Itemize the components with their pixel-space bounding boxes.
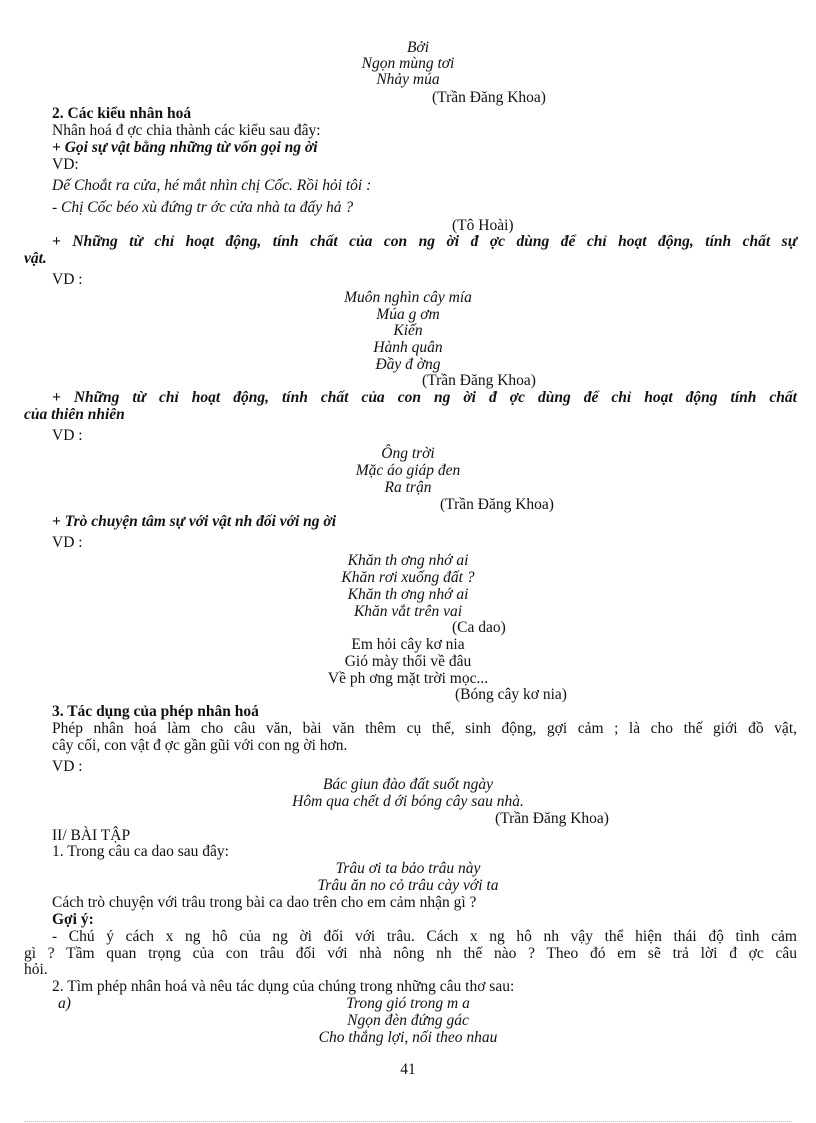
type-heading: + Gọi sự vật bằng những từ vốn gọi ng ời — [52, 139, 318, 156]
attribution: (Trần Đăng Khoa) — [422, 372, 536, 389]
attribution: (Trần Đăng Khoa) — [432, 89, 546, 106]
page-bottom-rule — [24, 1121, 792, 1122]
example-text: Dế Choắt ra cửa, hé mắt nhìn chị Cốc. Rồi hỏi tôi : — [52, 177, 372, 194]
poem-line: Bởi — [406, 39, 430, 56]
attribution: (Tô Hoài) — [452, 217, 514, 234]
type-heading: + Trò chuyện tâm sự với vật nh đối với ng ời — [52, 513, 337, 530]
attribution: (Bóng cây kơ nia) — [455, 686, 567, 703]
page-number: 41 — [400, 1061, 416, 1078]
poem-line: Nhảy múa — [376, 71, 440, 88]
hint-text: - Chú ý cách x ng hô của ng ời đối với trâu. Cách x ng hô nh vậy thể hiện thái độ tình cảm — [52, 928, 797, 945]
poem-line: Trâu ơi ta bảo trâu này — [335, 860, 481, 877]
poem-line: Khăn rơi xuống đất ? — [341, 569, 475, 586]
poem-line: Khăn vắt trên vai — [353, 603, 463, 620]
poem-line: Hành quân — [373, 339, 443, 356]
example-label: VD : — [52, 271, 83, 288]
example-label: VD: — [52, 156, 79, 173]
poem-line: Khăn th ơng nhớ ai — [347, 552, 469, 569]
item-label: a) — [58, 995, 71, 1012]
poem-line: Cho thắng lợi, nối theo nhau — [318, 1029, 498, 1046]
poem-line: Hôm qua chết d ới bóng cây sau nhà. — [292, 793, 524, 810]
poem-line: Trâu ăn no cỏ trâu cày với ta — [317, 877, 499, 894]
exercise-text: Cách trò chuyện với trâu trong bài ca dao trên cho em cảm nhận gì ? — [52, 894, 477, 911]
body-text: Phép nhân hoá làm cho câu văn, bài văn thêm cụ thể, sinh động, gợi cảm ; là cho thế giới đồ vật, — [52, 720, 797, 737]
poem-line: Ngọn đèn đứng gác — [347, 1012, 469, 1029]
poem-line: Em hỏi cây kơ nia — [351, 636, 465, 653]
hint-text: hỏi. — [24, 961, 48, 978]
poem-line: Đầy đ ờng — [375, 356, 441, 373]
attribution: (Ca dao) — [452, 619, 506, 636]
exercise-text: 1. Trong câu ca dao sau đây: — [52, 843, 229, 860]
hint-label: Gợi ý: — [52, 911, 94, 928]
exercise-text: 2. Tìm phép nhân hoá và nêu tác dụng của chúng trong những câu thơ sau: — [52, 978, 515, 995]
poem-line: Gió mày thổi về đâu — [344, 653, 472, 670]
section-heading: 2. Các kiểu nhân hoá — [52, 105, 192, 122]
attribution: (Trần Đăng Khoa) — [495, 810, 609, 827]
type-heading: + Những từ chỉ hoạt động, tính chất của con ng ời đ ợc dùng để chỉ hoạt động, tính chất sự — [52, 233, 797, 250]
poem-line: Múa g ơm — [376, 306, 440, 323]
poem-line: Kiến — [393, 322, 423, 339]
example-text: - Chị Cốc béo xù đứng tr ớc cửa nhà ta đấy hả ? — [52, 199, 354, 216]
example-label: VD : — [52, 534, 83, 551]
section-heading: 3. Tác dụng của phép nhân hoá — [52, 703, 259, 720]
poem-line: Ra trận — [384, 479, 432, 496]
example-label: VD : — [52, 427, 83, 444]
hint-text: gì ? Tầm quan trọng của con trâu đối với nhà nông nh thế nào ? Theo đó em sẽ trả lời đ ợc câu — [24, 945, 797, 962]
body-text: Nhân hoá đ ợc chia thành các kiểu sau đây: — [52, 122, 321, 139]
type-heading: vật. — [24, 250, 47, 267]
poem-line: Mặc áo giáp đen — [355, 462, 461, 479]
poem-line: Ngọn mùng tơi — [361, 55, 455, 72]
poem-line: Trong gió trong m a — [346, 995, 470, 1012]
poem-line: Bác giun đào đất suốt ngày — [322, 776, 494, 793]
poem-line: Khăn th ơng nhớ ai — [347, 586, 469, 603]
poem-line: Muôn nghìn cây mía — [344, 289, 472, 306]
poem-line: Ông trời — [381, 445, 435, 462]
type-heading: của thiên nhiên — [24, 406, 125, 423]
poem-line: Về ph ơng mặt trời mọc... — [327, 670, 489, 687]
type-heading: + Những từ chỉ hoạt động, tính chất của con ng ời đ ợc dùng để chỉ hoạt động tính chất — [52, 389, 797, 406]
attribution: (Trần Đăng Khoa) — [440, 496, 554, 513]
section-heading: II/ BÀI TẬP — [52, 827, 131, 844]
body-text: cây cối, con vật đ ợc gần gũi với con ng ời hơn. — [52, 737, 348, 754]
example-label: VD : — [52, 758, 83, 775]
